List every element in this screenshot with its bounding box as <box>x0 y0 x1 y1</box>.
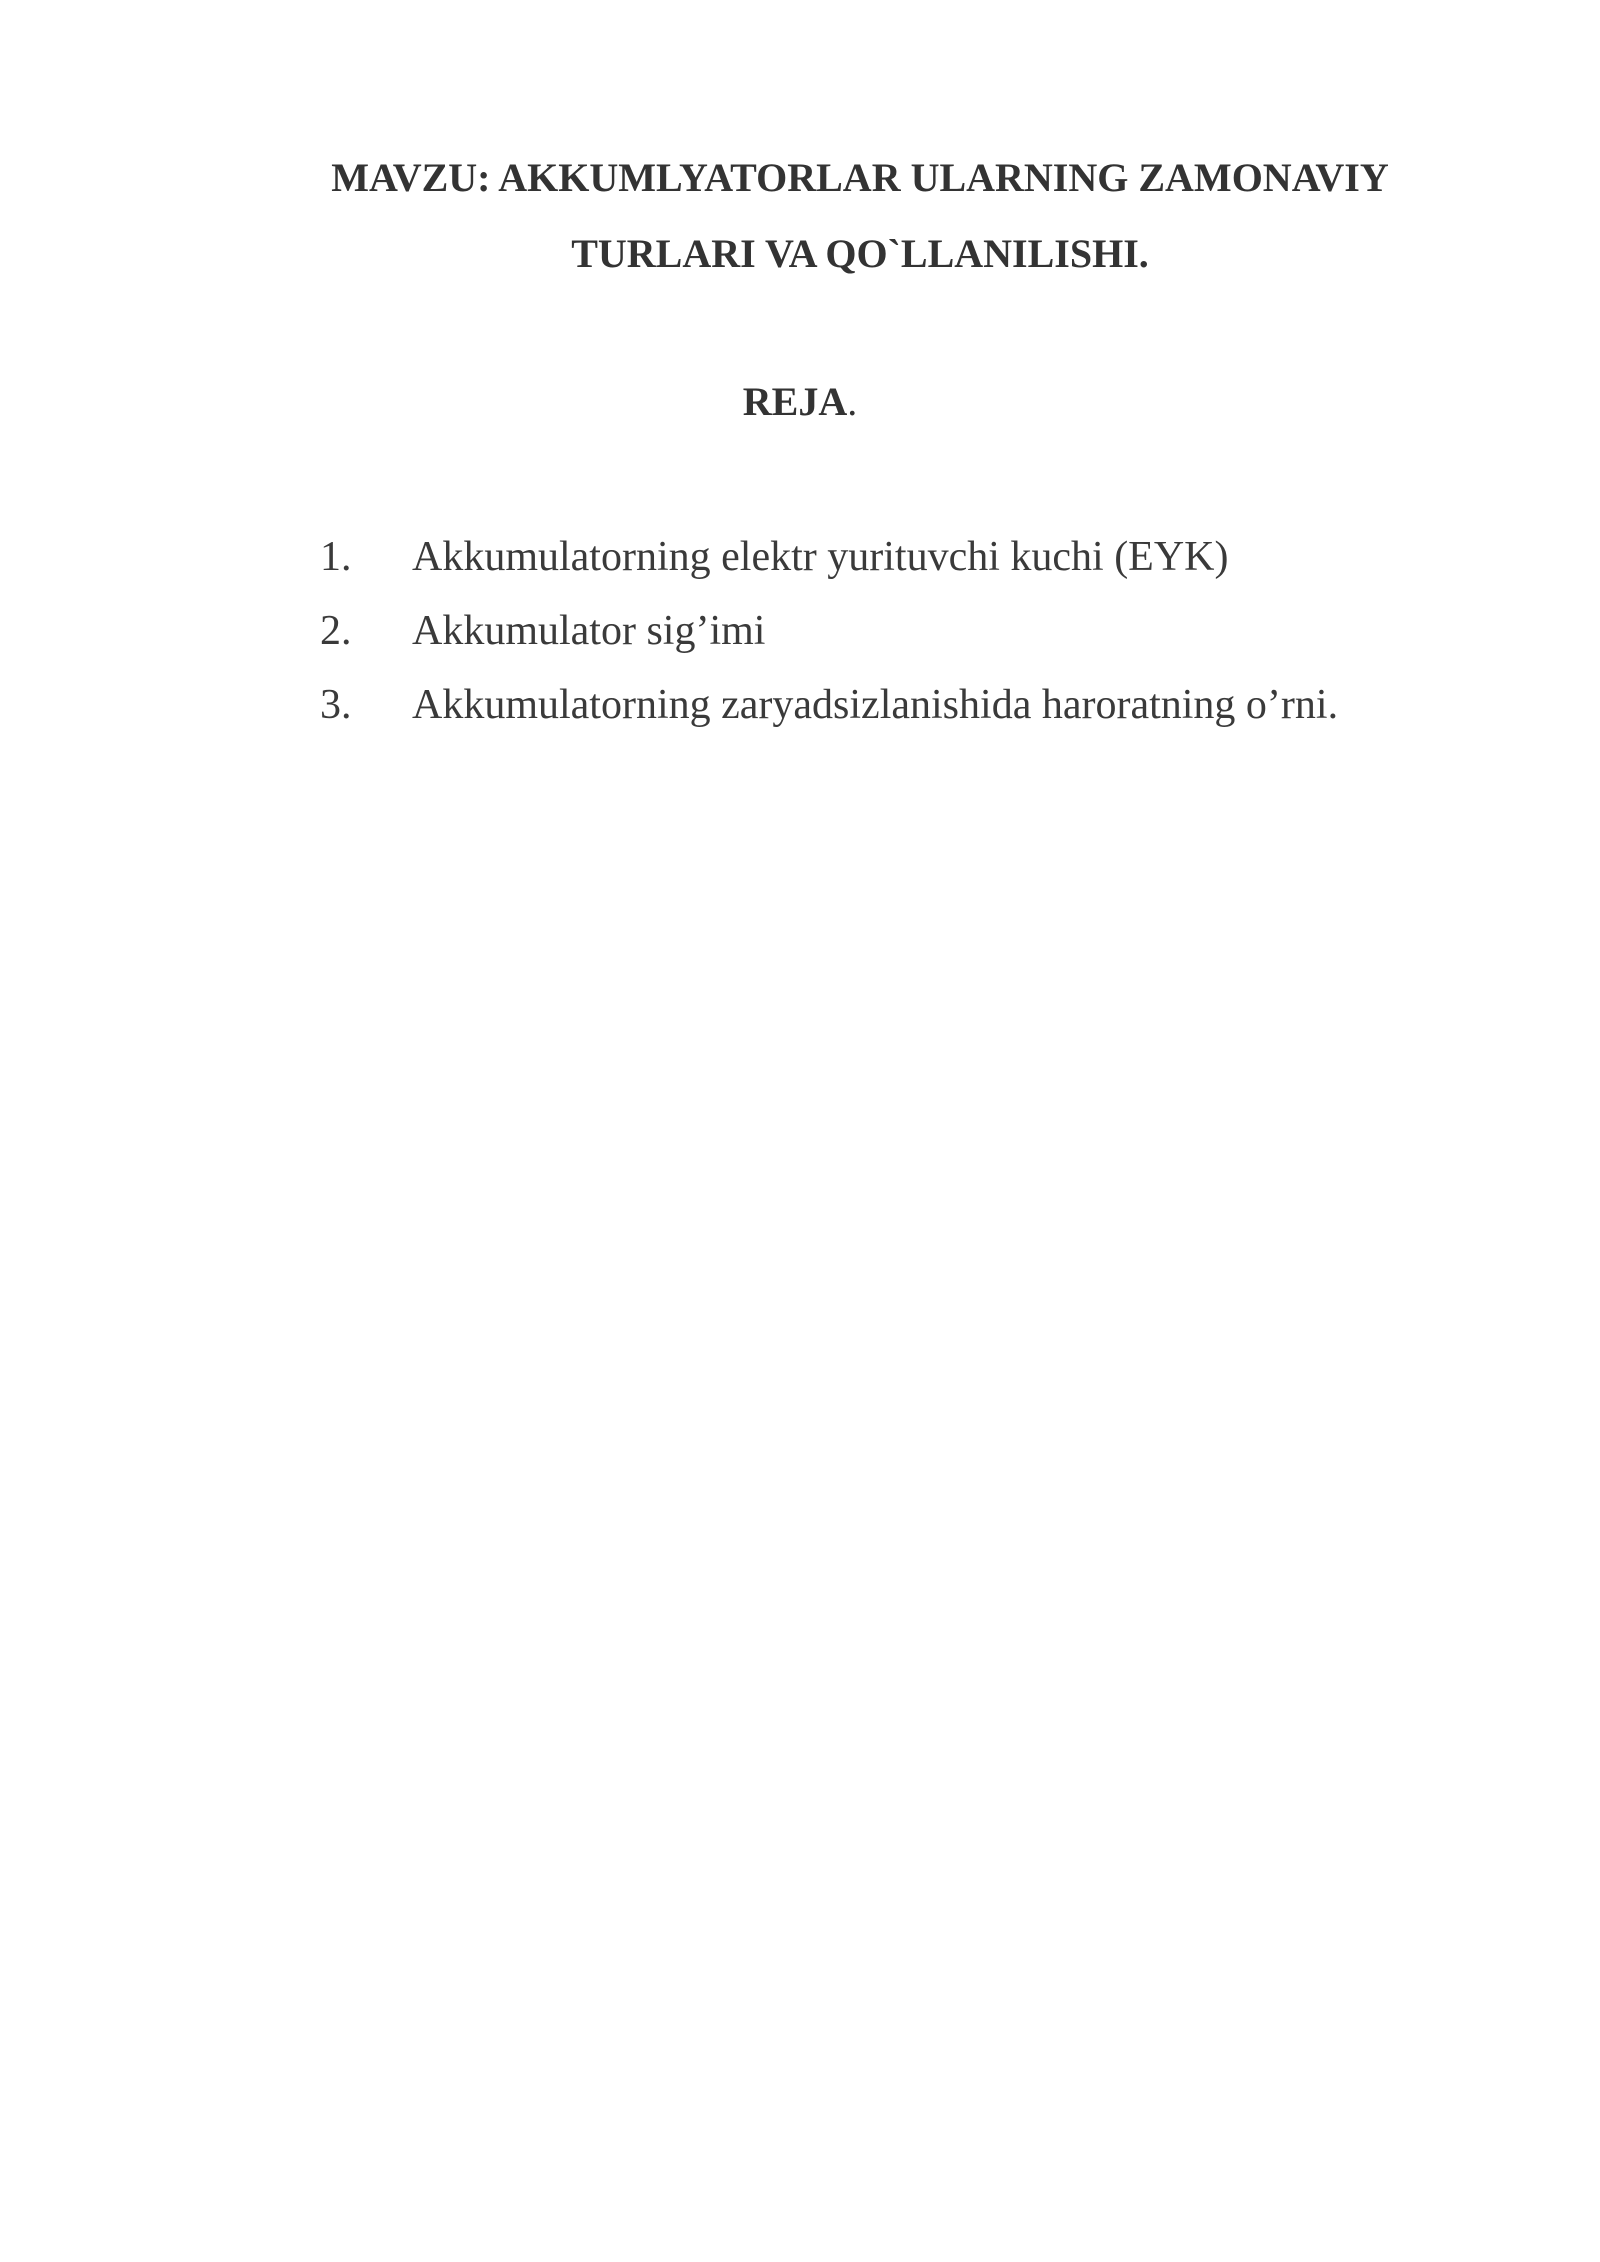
plan-list <box>320 520 1338 742</box>
plan-item-number: 1. <box>320 534 352 580</box>
plan-item-number: 3. <box>320 682 352 728</box>
plan-heading <box>0 376 1600 428</box>
plan-item-text: Akkumulator sig’imi <box>412 608 766 654</box>
plan-heading-period: . <box>847 379 858 424</box>
plan-item-text: Akkumulatorning zaryadsizlanishida haroratning o’rni. <box>412 682 1339 728</box>
plan-heading-label: REJA <box>742 379 848 424</box>
title-line-2: TURLARI VA QO`LLANILISHI. <box>571 231 1149 276</box>
plan-item <box>320 520 1338 594</box>
plan-item-text: Akkumulatorning elektr yurituvchi kuchi (EYK) <box>412 534 1229 580</box>
plan-item-number: 2. <box>320 608 352 654</box>
plan-item <box>320 668 1338 742</box>
plan-item <box>320 594 1338 668</box>
title-line-1: MAVZU: AKKUMLYATORLAR ULARNING ZAMONAVIY <box>331 155 1389 200</box>
document-title <box>240 140 1480 292</box>
